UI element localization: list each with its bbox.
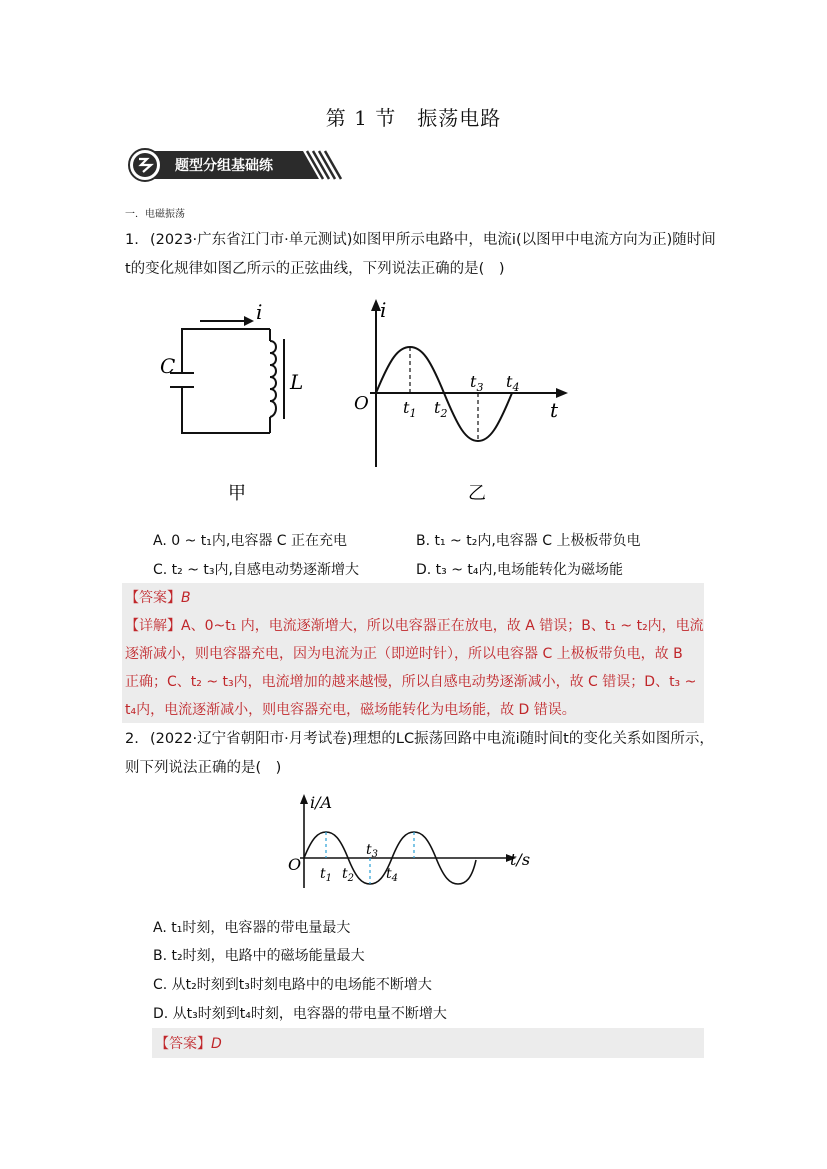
q2-answer-value: D: [211, 1036, 222, 1052]
q1-answer-label: 【答案】: [125, 590, 181, 606]
q2-answer-label: 【答案】: [155, 1036, 211, 1052]
q1-detail-line2: 逐渐减小，则电容器充电，因为电流为正（即逆时针），所以电容器 C 上极板带负电，故 B: [125, 646, 683, 662]
banner-label: 题型分组基础练: [175, 158, 273, 174]
q2-option-c[interactable]: C. 从t₂时刻到t₃时刻电路中的电场能不断增大: [153, 977, 432, 993]
svg-text:t2: $t_2$: [434, 398, 448, 420]
svg-text:t1: $t_1$: [320, 866, 333, 884]
svg-text:t1: $t_1$: [403, 398, 417, 420]
q1-detail-label: 【详解】: [125, 618, 181, 634]
svg-text:t3: $t_3$: [470, 372, 484, 394]
q1-graph-figure: [350, 295, 580, 510]
figure-caption-jia: 甲: [228, 483, 246, 504]
graph-origin: O: [354, 393, 369, 414]
q1-detail-line1: A、0~t₁ 内，电流逐渐增大，所以电容器正在放电，故 A 错误；B、t₁ ~ t₂内，电流: [181, 618, 704, 634]
q1-answer-box: [122, 583, 704, 723]
q2-origin: O: [288, 855, 302, 874]
page-title: 第 1 节 振荡电路: [325, 106, 502, 130]
q1-text-line2: t的变化规律如图乙所示的正弦曲线，下列说法正确的是( ): [125, 261, 505, 277]
section-heading: 一．电磁振荡: [125, 209, 185, 220]
q2-graph-figure: [282, 790, 542, 900]
graph-x-label: t: [550, 398, 559, 422]
q1-option-a[interactable]: A. 0 ~ t₁内,电容器 C 正在充电: [153, 533, 347, 549]
q1-answer-value: B: [181, 590, 191, 606]
q2-text-line2: 则下列说法正确的是( ): [125, 760, 282, 776]
svg-text:t4: $t_4$: [506, 372, 520, 394]
q1-detail-line3: 正确；C、t₂ ~ t₃内，电流增加的越来越慢，所以自感电动势逐渐减小，故 C 错误；D、t₃ ~: [125, 674, 697, 690]
q1-detail-line4: t₄内，电流逐渐减小，则电容器充电，磁场能转化为电场能，故 D 错误。: [125, 702, 576, 718]
q1-text-line1: (2023·广东省江门市·单元测试)如图甲所示电路中，电流i(以图甲中电流方向为正)随时间: [150, 232, 716, 248]
svg-text:t2: $t_2$: [342, 866, 355, 884]
figure-caption-yi: 乙: [468, 483, 486, 504]
q2-option-b[interactable]: B. t₂时刻，电路中的磁场能量最大: [153, 948, 365, 964]
q1-circuit-figure: [150, 295, 320, 510]
q2-option-d[interactable]: D. 从t₃时刻到t₄时刻，电容器的带电量不断增大: [153, 1006, 447, 1022]
q1-number: 1.: [125, 232, 139, 248]
q2-y-label: i/A: [310, 793, 333, 812]
q1-option-b[interactable]: B. t₁ ~ t₂内,电容器 C 上极板带负电: [416, 533, 641, 549]
q2-x-label: t/s: [510, 850, 531, 869]
section-banner: [127, 147, 347, 183]
q2-answer-box: [152, 1028, 704, 1058]
q1-option-d[interactable]: D. t₃ ~ t₄内,电场能转化为磁场能: [416, 562, 623, 578]
current-label: i: [256, 300, 263, 324]
q1-option-c[interactable]: C. t₂ ~ t₃内,自感电动势逐渐增大: [153, 562, 359, 578]
capacitor-label: C: [160, 354, 176, 378]
inductor-label: L: [290, 370, 304, 394]
svg-text:t4: $t_4$: [386, 866, 399, 884]
svg-text:t3: $t_3$: [366, 842, 379, 860]
q2-option-a[interactable]: A. t₁时刻，电容器的带电量最大: [153, 920, 351, 936]
q2-text-line1: (2022·辽宁省朝阳市·月考试卷)理想的LC振荡回路中电流i随时间t的变化关系如图所示，: [150, 731, 714, 747]
graph-y-label: i: [380, 298, 387, 322]
q2-number: 2.: [125, 731, 139, 747]
